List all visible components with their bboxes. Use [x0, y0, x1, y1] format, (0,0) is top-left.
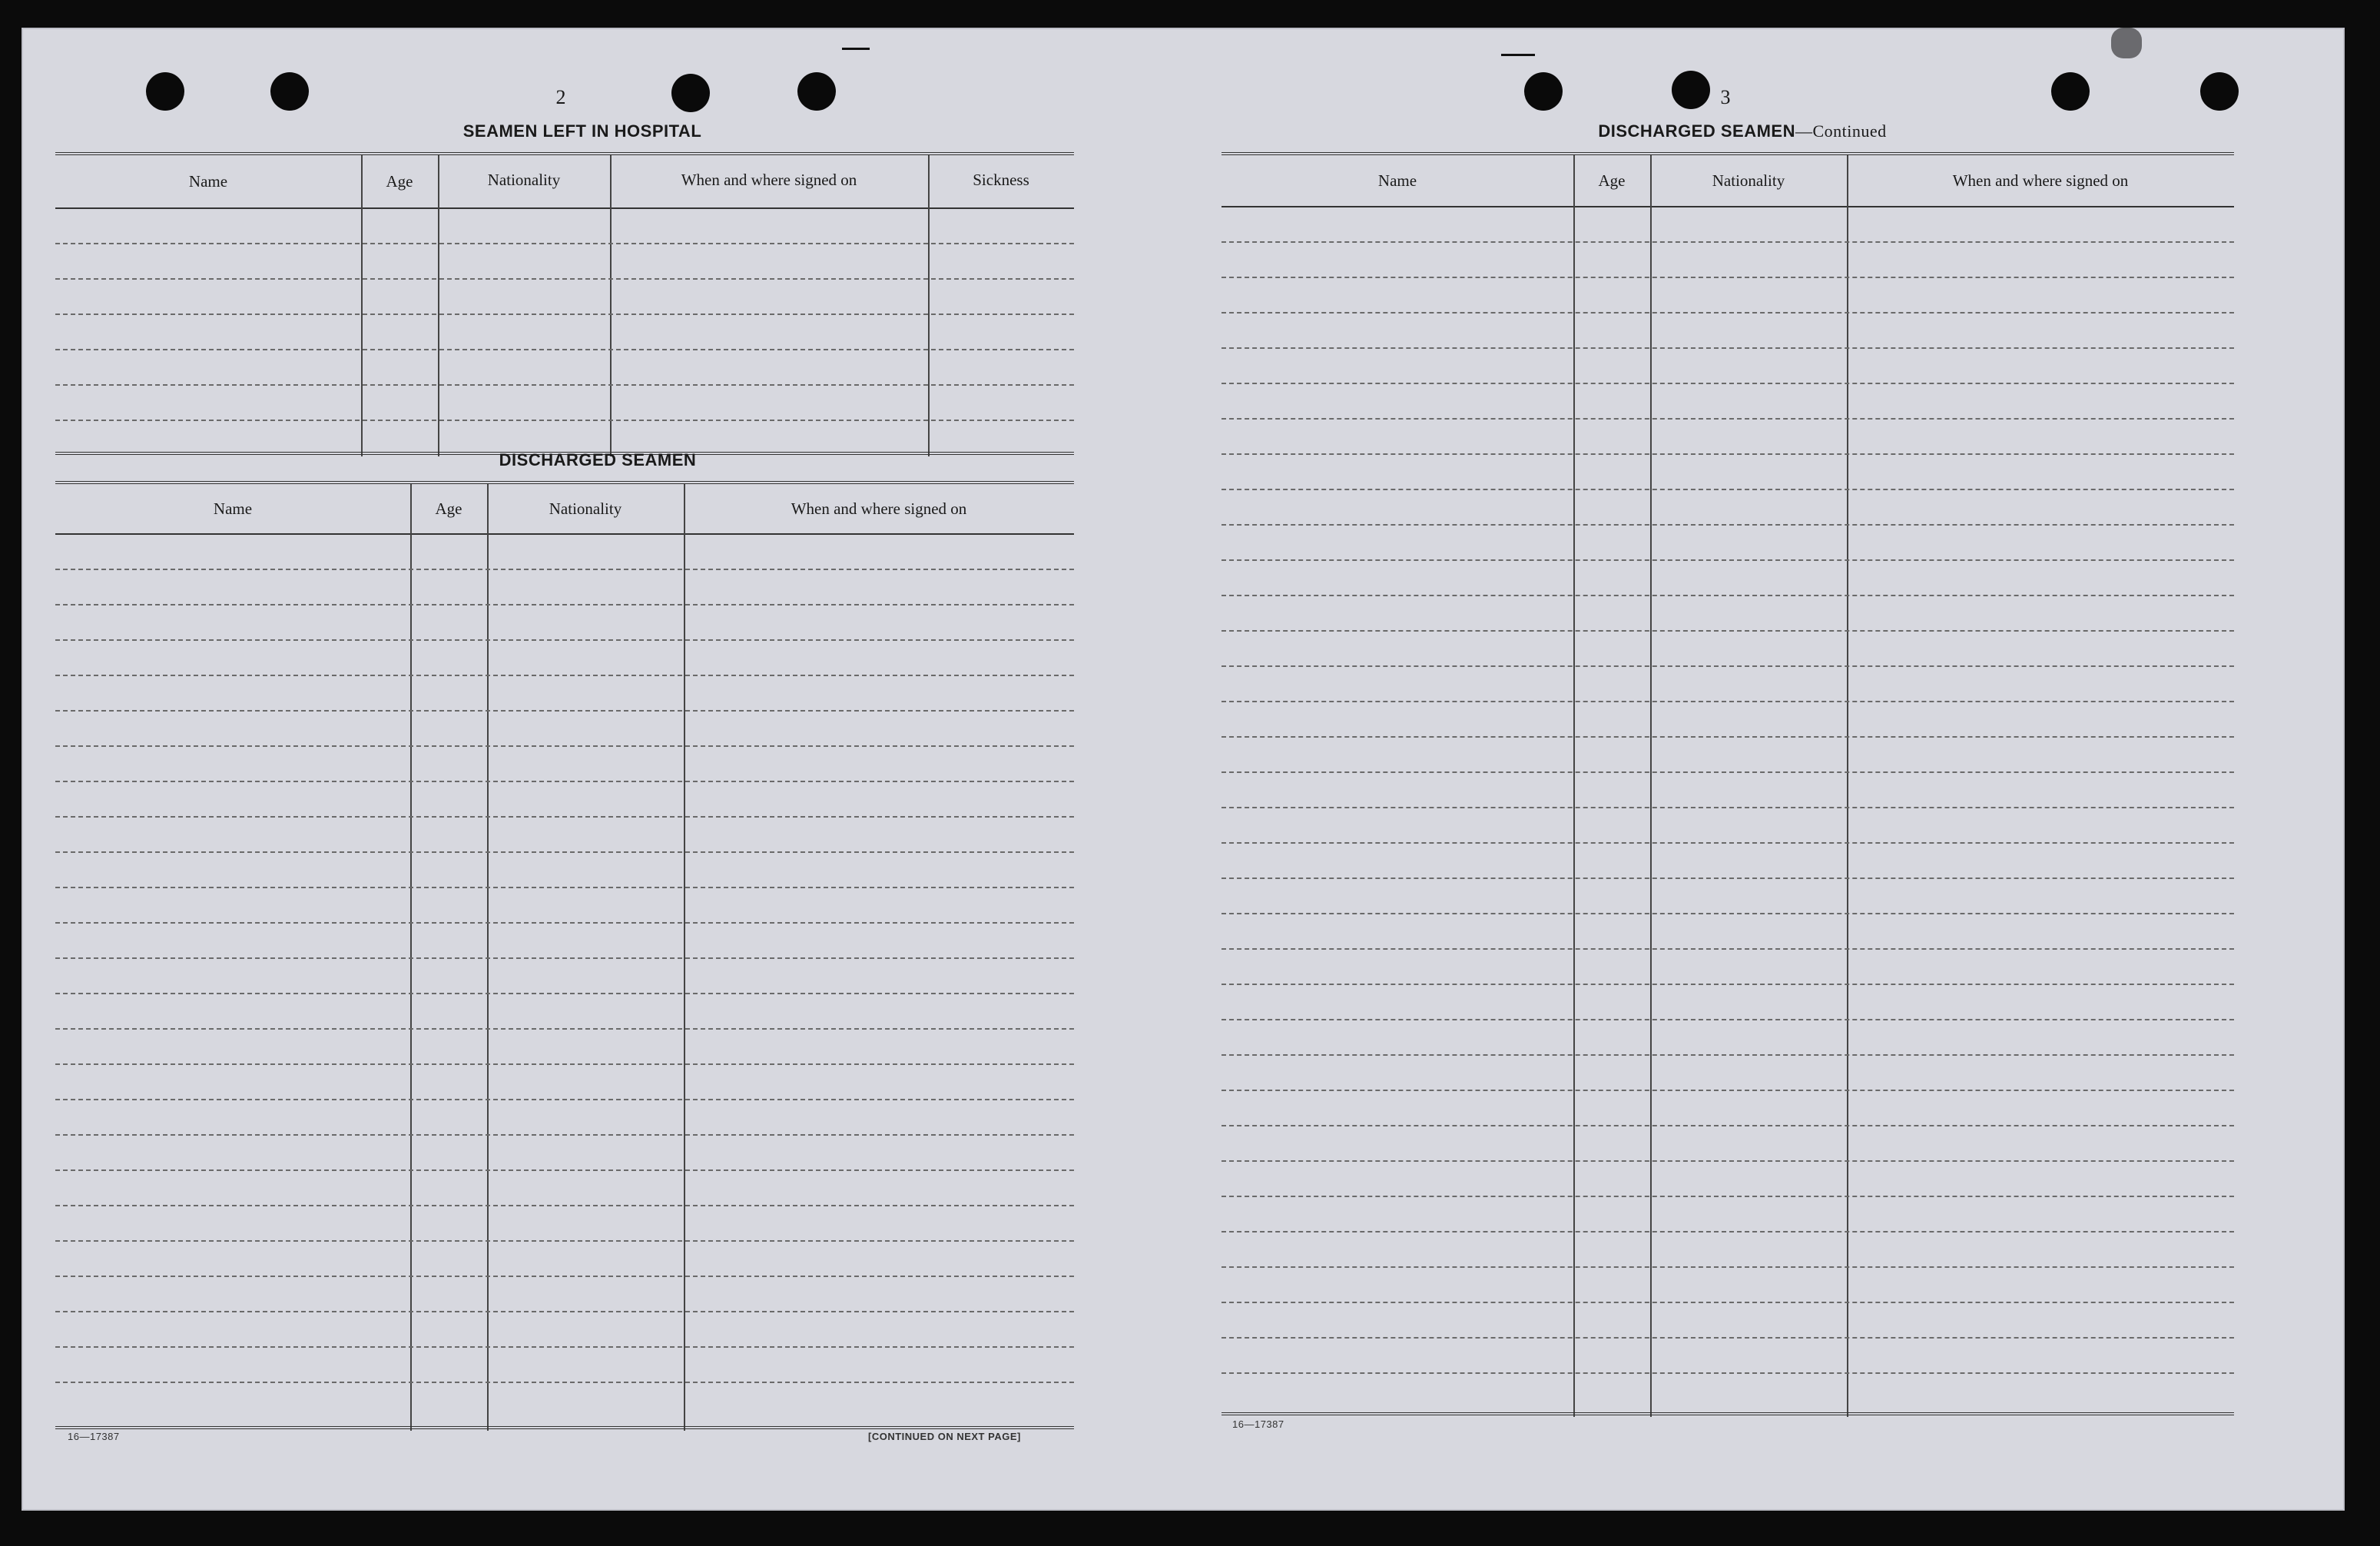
- table-row: [55, 957, 1074, 959]
- table-row: [1221, 312, 2234, 314]
- table-row: [55, 1240, 1074, 1242]
- punch-hole: [270, 72, 309, 111]
- table-row: [55, 745, 1074, 747]
- col-header-age: Age: [1598, 171, 1626, 190]
- table-row: [1221, 347, 2234, 349]
- table-row: [55, 1346, 1074, 1348]
- col-header-signed-on: When and where signed on: [791, 499, 967, 518]
- table-row: [1221, 524, 2234, 526]
- table-row: [55, 1134, 1074, 1136]
- table-row: [55, 1382, 1074, 1383]
- table-row: [55, 569, 1074, 570]
- col-header-name: Name: [188, 171, 228, 191]
- table-row: [55, 993, 1074, 994]
- column-divider: [361, 155, 363, 456]
- table-bottom-rule: [55, 1426, 1074, 1429]
- col-header-nationality: Nationality: [487, 170, 561, 189]
- hospital-table: [55, 152, 1074, 456]
- punch-hole: [671, 74, 710, 112]
- discharged-rows: [55, 484, 1074, 1431]
- discharged-continued-table: [1221, 152, 2234, 1417]
- discharged-continued-title-main: DISCHARGED SEAMEN: [1598, 121, 1795, 141]
- col-header-signed-on: When and where signed on: [681, 170, 857, 189]
- page-number-left: 2: [555, 86, 566, 108]
- punch-hole: [2051, 72, 2090, 111]
- table-row: [1221, 1196, 2234, 1197]
- table-row: [55, 384, 1074, 386]
- col-header-name: Name: [1377, 171, 1417, 190]
- table-row: [1221, 1054, 2234, 1056]
- col-header-age: Age: [386, 171, 413, 191]
- col-header-nationality: Nationality: [549, 499, 622, 518]
- table-row: [55, 1169, 1074, 1171]
- table-row: [55, 1205, 1074, 1206]
- col-header-signed-on: When and where signed on: [1952, 171, 2129, 190]
- table-row: [55, 639, 1074, 641]
- ink-speck: [842, 48, 870, 50]
- continued-note: [CONTINUED ON NEXT PAGE]: [868, 1431, 1021, 1442]
- table-row: [1221, 1160, 2234, 1162]
- table-row: [1221, 1231, 2234, 1232]
- table-row: [1221, 453, 2234, 455]
- punch-hole: [2200, 72, 2239, 111]
- table-row: [1221, 1019, 2234, 1020]
- table-row: [55, 710, 1074, 712]
- table-row: [1221, 1302, 2234, 1303]
- table-row: [55, 278, 1074, 280]
- discharged-continued-rows: [1221, 155, 2234, 1417]
- hospital-table-header: [55, 155, 1074, 209]
- table-row: [1221, 489, 2234, 490]
- table-row: [55, 675, 1074, 676]
- discharged-continued-title: [1435, 121, 2050, 141]
- table-row: [1221, 383, 2234, 384]
- table-row: [1221, 665, 2234, 667]
- column-divider: [928, 155, 930, 456]
- table-row: [55, 851, 1074, 853]
- table-row: [1221, 241, 2234, 243]
- discharged-section-title: DISCHARGED SEAMEN: [499, 450, 697, 469]
- column-divider: [610, 155, 612, 456]
- ink-speck: [2111, 28, 2142, 58]
- column-divider: [438, 155, 439, 456]
- discharged-continued-suffix: —Continued: [1795, 121, 1887, 141]
- table-row: [1221, 842, 2234, 844]
- table-row: [1221, 1125, 2234, 1126]
- table-row: [1221, 418, 2234, 420]
- col-header-nationality: Nationality: [1712, 171, 1785, 190]
- form-sheet: [22, 28, 2345, 1511]
- table-row: [1221, 913, 2234, 914]
- table-row: [1221, 984, 2234, 985]
- table-row: [1221, 807, 2234, 808]
- hospital-section-title: SEAMEN LEFT IN HOSPITAL: [462, 121, 702, 141]
- col-header-age: Age: [435, 499, 462, 518]
- punch-hole: [797, 72, 836, 111]
- table-row: [55, 887, 1074, 888]
- table-row: [55, 243, 1074, 244]
- table-row: [55, 1099, 1074, 1100]
- table-row: [1221, 878, 2234, 879]
- table-row: [55, 314, 1074, 315]
- ink-speck: [1501, 54, 1535, 56]
- table-row: [1221, 277, 2234, 278]
- punch-hole: [146, 72, 184, 111]
- table-row: [1221, 948, 2234, 950]
- table-row: [55, 1063, 1074, 1065]
- table-row: [55, 1028, 1074, 1030]
- table-row: [1221, 1372, 2234, 1374]
- table-row: [55, 922, 1074, 924]
- table-row: [55, 604, 1074, 605]
- table-row: [55, 816, 1074, 818]
- col-header-sickness: Sickness: [973, 170, 1029, 189]
- table-bottom-rule: [1221, 1412, 2234, 1415]
- table-row: [55, 1276, 1074, 1277]
- col-header-name: Name: [213, 499, 253, 518]
- table-row: [1221, 701, 2234, 702]
- table-row: [55, 781, 1074, 782]
- page-number-right: 3: [1720, 86, 1731, 108]
- form-code-left: 16—17387: [68, 1431, 120, 1442]
- table-row: [1221, 559, 2234, 561]
- table-row: [55, 349, 1074, 350]
- form-code-right: 16—17387: [1232, 1418, 1284, 1430]
- table-row: [55, 1311, 1074, 1312]
- discharged-table: [55, 481, 1074, 1431]
- table-row: [1221, 1266, 2234, 1268]
- table-row: [1221, 595, 2234, 596]
- table-row: [1221, 736, 2234, 738]
- table-row: [1221, 1090, 2234, 1091]
- table-row: [1221, 630, 2234, 632]
- table-row: [55, 420, 1074, 421]
- punch-hole: [1524, 72, 1563, 111]
- table-row: [1221, 1337, 2234, 1339]
- table-row: [1221, 771, 2234, 773]
